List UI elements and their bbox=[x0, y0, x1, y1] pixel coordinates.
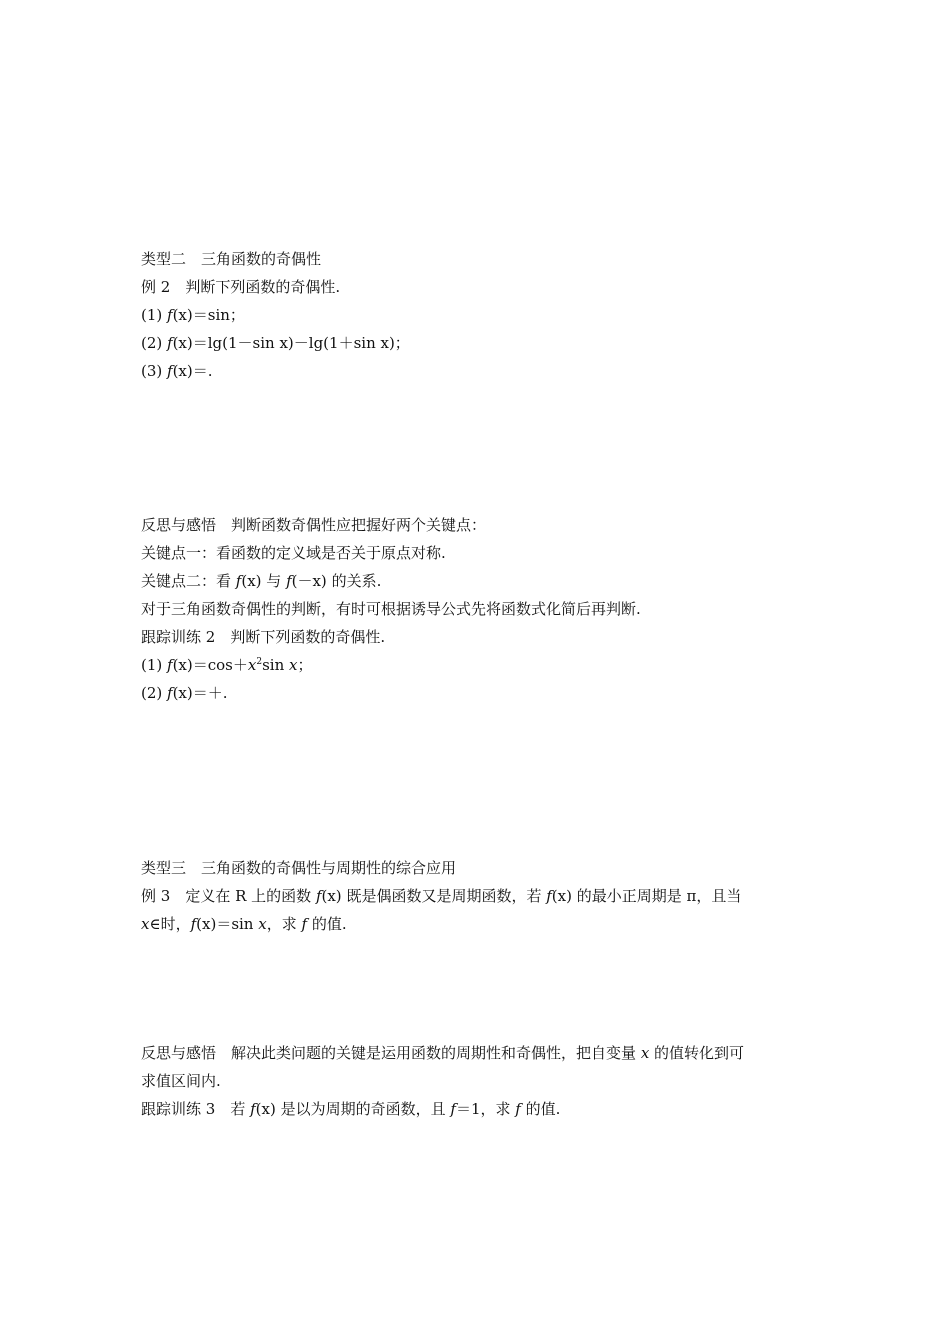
function-symbol: f bbox=[450, 1100, 456, 1118]
function-arg: (x) bbox=[551, 887, 572, 905]
key-point-1-text: 关键点一：看函数的定义域是否关于原点对称. bbox=[141, 544, 446, 562]
example3-line-2 bbox=[141, 914, 347, 934]
item-number: (1) bbox=[141, 656, 168, 674]
item-number: (2) bbox=[141, 684, 168, 702]
section3-title bbox=[141, 858, 456, 878]
item-expression: ＝＋. bbox=[192, 684, 228, 702]
item-expression: ＝. bbox=[192, 362, 213, 380]
function-symbol: f bbox=[190, 915, 197, 933]
function-arg: (x) bbox=[172, 684, 193, 702]
item-number: (1) bbox=[141, 306, 168, 324]
training2-item-2 bbox=[141, 683, 228, 703]
section2-title-text: 类型二 三角函数的奇偶性 bbox=[141, 250, 322, 268]
reflection2-label: 反思与感悟 bbox=[141, 516, 217, 534]
item-number: (2) bbox=[141, 334, 168, 352]
example3-text: 既是偶函数又是周期函数，若 bbox=[341, 887, 547, 905]
function-arg: (x) bbox=[255, 1100, 276, 1118]
key-point-2 bbox=[141, 571, 381, 591]
example2-item-2 bbox=[141, 333, 410, 353]
item-expression: ＝cos＋ bbox=[192, 656, 248, 674]
variable-x: x bbox=[289, 656, 298, 674]
variable-x: x bbox=[640, 1044, 650, 1062]
reflection3-line-2 bbox=[141, 1071, 221, 1091]
example2-item-1 bbox=[141, 305, 245, 325]
exponent: 2 bbox=[256, 657, 263, 667]
reflection3-text: 求值区间内. bbox=[141, 1072, 221, 1090]
function-arg: (－x) bbox=[291, 572, 327, 590]
section2-title bbox=[141, 249, 321, 269]
function-symbol: f bbox=[315, 887, 322, 905]
reflection2-text: 判断函数奇偶性应把握好两个关键点： bbox=[231, 516, 487, 534]
reflection3-text: 解决此类问题的关键是运用函数的周期性和奇偶性，把自变量 bbox=[231, 1044, 641, 1062]
example3-text: 的最小正周期是 π，且当 bbox=[571, 887, 742, 905]
connector-text: 与 bbox=[261, 572, 287, 590]
function-symbol: f bbox=[301, 915, 308, 933]
example3-text: ∈时， bbox=[149, 915, 191, 933]
reflection2-heading bbox=[141, 515, 486, 535]
variable-x: x bbox=[247, 656, 257, 674]
training2-item-1 bbox=[141, 655, 313, 675]
function-arg: (x) bbox=[321, 887, 342, 905]
training3-text: ＝1，求 bbox=[455, 1100, 516, 1118]
example3-label: 例 3 bbox=[141, 887, 171, 905]
function-arg: (x) bbox=[241, 572, 262, 590]
training2-text: 判断下列函数的奇偶性. bbox=[230, 628, 386, 646]
function-symbol: f bbox=[250, 1100, 256, 1118]
function-arg: (x) bbox=[172, 362, 193, 380]
variable-x: x bbox=[141, 915, 150, 933]
function-symbol: f bbox=[235, 572, 242, 590]
example3-text: ＝sin bbox=[216, 915, 259, 933]
function-arg: (x) bbox=[172, 334, 193, 352]
function-symbol: f bbox=[515, 1100, 521, 1118]
key-point-2-ending: 的关系. bbox=[326, 572, 382, 590]
reflection2-note bbox=[141, 599, 641, 619]
function-symbol: f bbox=[167, 362, 173, 380]
training3-label: 跟踪训练 3 bbox=[141, 1100, 216, 1118]
key-point-1 bbox=[141, 543, 446, 563]
item-number: (3) bbox=[141, 362, 168, 380]
training2-heading bbox=[141, 627, 385, 647]
section3-title-text: 类型三 三角函数的奇偶性与周期性的综合应用 bbox=[141, 859, 457, 877]
example3-line-1 bbox=[141, 886, 741, 906]
example3-text: 的值. bbox=[307, 915, 347, 933]
function-symbol: f bbox=[286, 572, 292, 590]
example2-label: 例 2 bbox=[141, 278, 171, 296]
function-symbol: f bbox=[167, 656, 173, 674]
reflection3-line-1 bbox=[141, 1043, 744, 1063]
reflection3-text: 的值转化到可 bbox=[649, 1044, 745, 1062]
function-arg: (x) bbox=[196, 915, 217, 933]
training3-text: 是以为周期的奇函数，且 bbox=[275, 1100, 451, 1118]
punctuation: ； bbox=[297, 656, 313, 674]
function-symbol: f bbox=[167, 684, 173, 702]
reflection2-note-text: 对于三角函数奇偶性的判断，有时可根据诱导公式先将函数式化简后再判断. bbox=[141, 600, 641, 618]
function-symbol: f bbox=[167, 306, 173, 324]
example2-item-3 bbox=[141, 361, 213, 381]
function-arg: (x) bbox=[172, 306, 193, 324]
training3-text: 若 bbox=[230, 1100, 251, 1118]
example2-text: 判断下列函数的奇偶性. bbox=[185, 278, 341, 296]
key-point-2-text: 关键点二：看 bbox=[141, 572, 236, 590]
example2-heading bbox=[141, 277, 340, 297]
example3-text: ，求 bbox=[266, 915, 302, 933]
training3 bbox=[141, 1099, 560, 1119]
reflection3-label: 反思与感悟 bbox=[141, 1044, 217, 1062]
item-expression: ＝sin； bbox=[192, 306, 245, 324]
item-expression: ＝lg(1－sin x)－lg(1＋sin x)； bbox=[192, 334, 410, 352]
function-symbol: f bbox=[546, 887, 552, 905]
item-expression: sin bbox=[262, 656, 290, 674]
variable-x: x bbox=[258, 915, 267, 933]
function-symbol: f bbox=[167, 334, 173, 352]
training2-label: 跟踪训练 2 bbox=[141, 628, 216, 646]
function-arg: (x) bbox=[172, 656, 193, 674]
example3-text: 定义在 R 上的函数 bbox=[185, 887, 316, 905]
training3-text: 的值. bbox=[520, 1100, 561, 1118]
